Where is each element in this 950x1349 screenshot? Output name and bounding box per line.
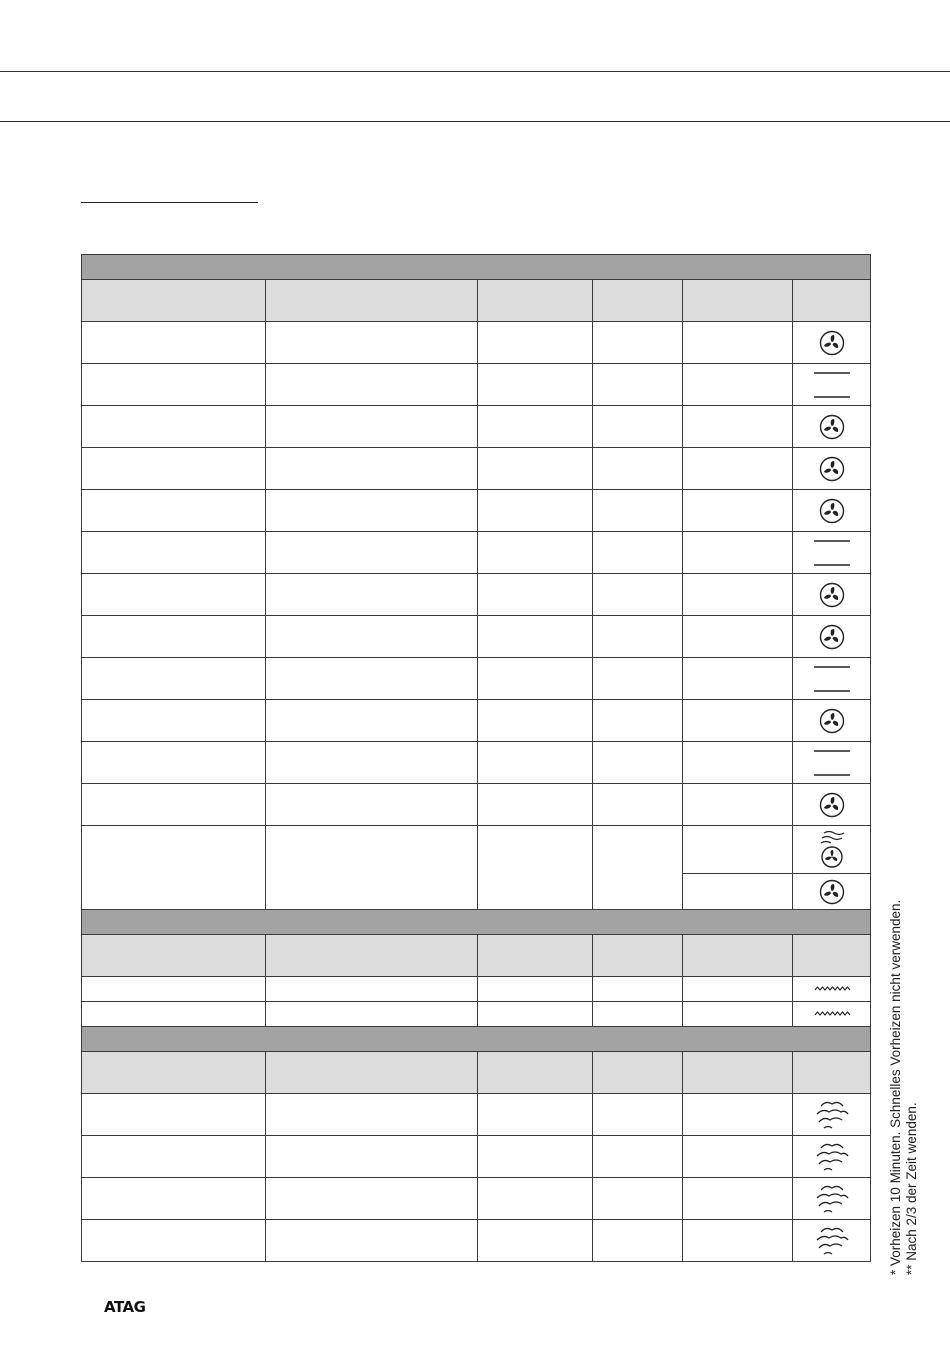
header-bottom-rule — [0, 121, 950, 122]
table-row — [82, 532, 871, 574]
footnote-preheat: * Vorheizen 10 Minuten. Schnelles Vorheizen nicht verwenden. — [888, 899, 903, 1275]
fan-icon — [818, 455, 846, 483]
table-row — [82, 322, 871, 364]
table-row — [82, 574, 871, 616]
footnote-turn: ** Nach 2/3 der Zeit wenden. — [904, 1102, 919, 1275]
table-row — [82, 406, 871, 448]
table-row — [82, 658, 871, 700]
table-row — [82, 490, 871, 532]
table-row — [82, 1136, 871, 1178]
steam-icon — [812, 1140, 852, 1174]
heading-underline — [81, 202, 258, 203]
table-row — [82, 1002, 871, 1027]
table-row — [82, 1178, 871, 1220]
fan-icon — [818, 329, 846, 357]
section-header-grill — [82, 910, 871, 935]
top-bottom-heat-icon — [812, 369, 852, 401]
top-bottom-heat-icon — [812, 747, 852, 779]
steam-fan-icon — [817, 829, 847, 871]
fan-icon — [818, 581, 846, 609]
column-header-row — [82, 935, 871, 977]
fan-icon — [818, 623, 846, 651]
fan-icon — [818, 413, 846, 441]
table-row — [82, 742, 871, 784]
section-header-baking — [82, 255, 871, 280]
table-row — [82, 448, 871, 490]
table-row — [82, 784, 871, 826]
table-row — [82, 1094, 871, 1136]
steam-icon — [812, 1098, 852, 1132]
grill-icon — [812, 984, 852, 996]
fan-icon — [818, 497, 846, 525]
top-bottom-heat-icon — [812, 537, 852, 569]
footnotes — [888, 815, 920, 1275]
column-header-row — [82, 1052, 871, 1094]
fan-icon — [818, 791, 846, 819]
steam-icon — [812, 1224, 852, 1258]
cooking-table — [81, 254, 871, 1262]
header-top-rule — [0, 71, 950, 72]
table-row — [82, 364, 871, 406]
fan-icon — [818, 878, 846, 906]
table-row — [82, 616, 871, 658]
top-bottom-heat-icon — [812, 663, 852, 695]
table-row-split — [82, 826, 871, 874]
fan-icon — [818, 707, 846, 735]
table-row — [82, 700, 871, 742]
brand-logo: ATAG — [104, 1298, 146, 1316]
grill-icon — [812, 1009, 852, 1021]
steam-icon — [812, 1182, 852, 1216]
table-row — [82, 977, 871, 1002]
table-row — [82, 1220, 871, 1262]
column-header-row — [82, 280, 871, 322]
section-header-steam — [82, 1027, 871, 1052]
